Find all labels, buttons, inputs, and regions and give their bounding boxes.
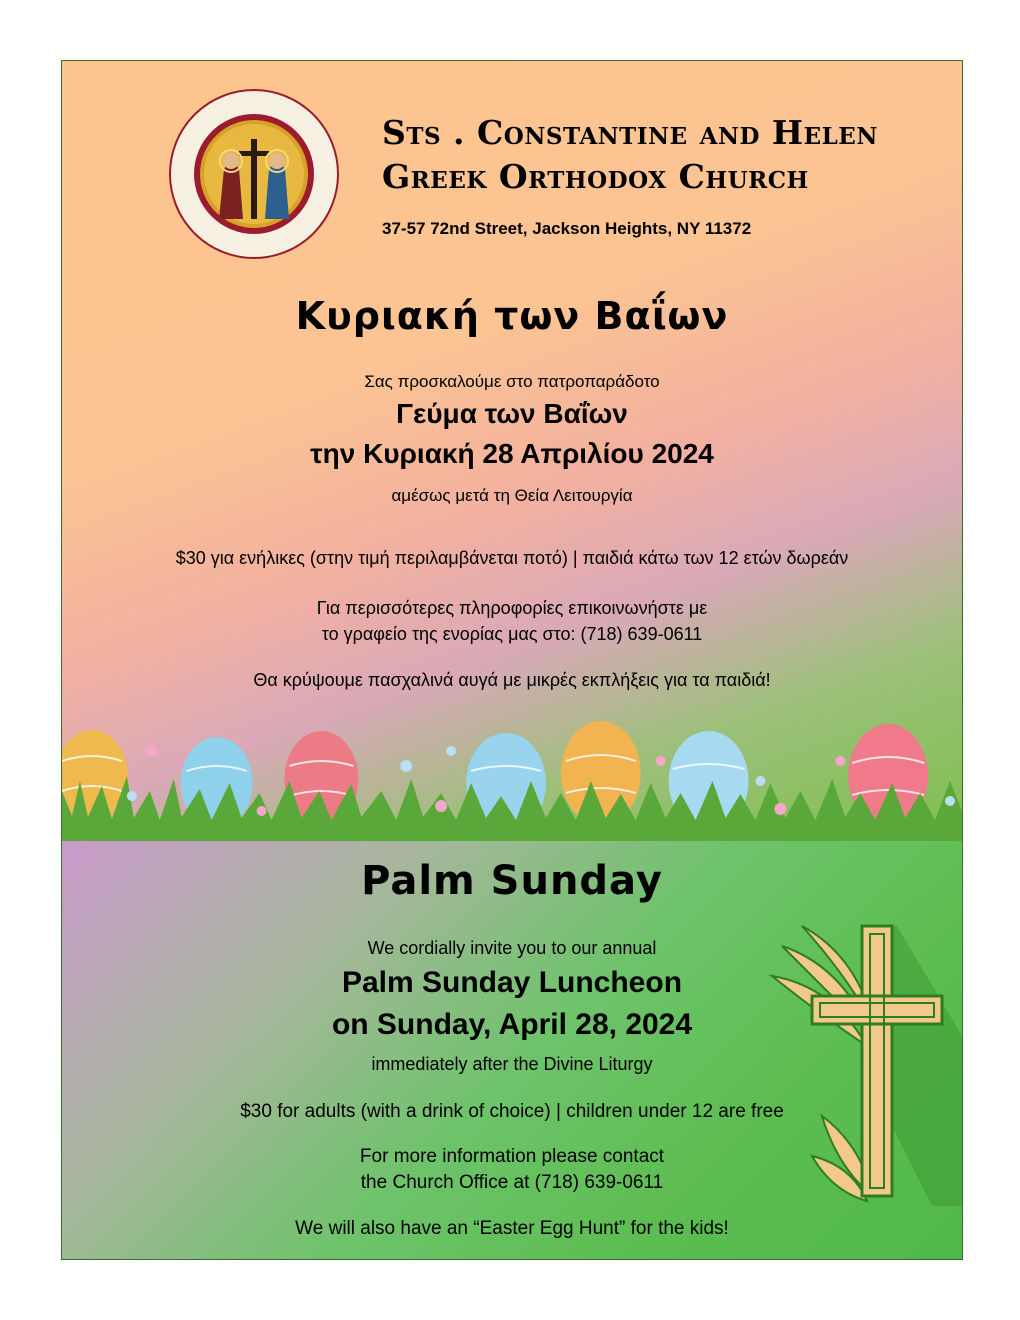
greek-eggs-note: Θα κρύψουμε πασχαλινά αυγά με μικρές εκπλήξεις για τα παιδιά! bbox=[253, 670, 771, 690]
easter-eggs-grass-illustration bbox=[62, 721, 962, 841]
church-address: 37-57 72nd Street, Jackson Heights, NY 11372 bbox=[382, 219, 752, 238]
english-title: Palm Sunday bbox=[361, 858, 663, 904]
english-event-name: Palm Sunday Luncheon bbox=[341, 966, 683, 999]
greek-info-line2: το γραφείο της ενορίας μας στο: (718) 639-0611 bbox=[321, 624, 703, 644]
english-eggs-note: We will also have an “Easter Egg Hunt” for the kids! bbox=[295, 1218, 729, 1239]
church-name-line1: Sts . Constantine and Helen bbox=[382, 113, 878, 152]
greek-timing: αμέσως μετά τη Θεία Λειτουργία bbox=[391, 486, 633, 505]
english-info-line1: For more information please contact bbox=[359, 1146, 665, 1167]
greek-event-name: Γεύμα των Βαΐων bbox=[396, 398, 628, 429]
greek-price: $30 για ενήλικες (στην τιμή περιλαμβάνεται ποτό) | παιδιά κάτω των 12 ετών δωρεάν bbox=[175, 548, 849, 568]
english-timing: immediately after the Divine Liturgy bbox=[371, 1054, 653, 1074]
greek-title: Κυριακή των Βαΐων bbox=[295, 294, 729, 338]
english-date: on Sunday, April 28, 2024 bbox=[331, 1008, 693, 1041]
greek-date: την Κυριακή 28 Απριλίου 2024 bbox=[310, 438, 714, 469]
english-invite: We cordially invite you to our annual bbox=[367, 938, 657, 958]
english-price: $30 for adults (with a drink of choice) | children under 12 are free bbox=[240, 1101, 784, 1122]
english-info-line2: the Church Office at (718) 639-0611 bbox=[360, 1172, 664, 1193]
cross-with-palm-icon bbox=[762, 916, 962, 1206]
church-name bbox=[382, 111, 942, 199]
greek-invite: Σας προσκαλούμε στο πατροπαράδοτο bbox=[364, 372, 660, 391]
greek-info-line1: Για περισσότερες πληροφορίες επικοινωνήστε με bbox=[316, 598, 708, 618]
flyer bbox=[61, 60, 963, 1260]
church-seal-logo bbox=[169, 89, 339, 259]
church-name-line2: Greek Orthodox Church bbox=[382, 157, 809, 196]
